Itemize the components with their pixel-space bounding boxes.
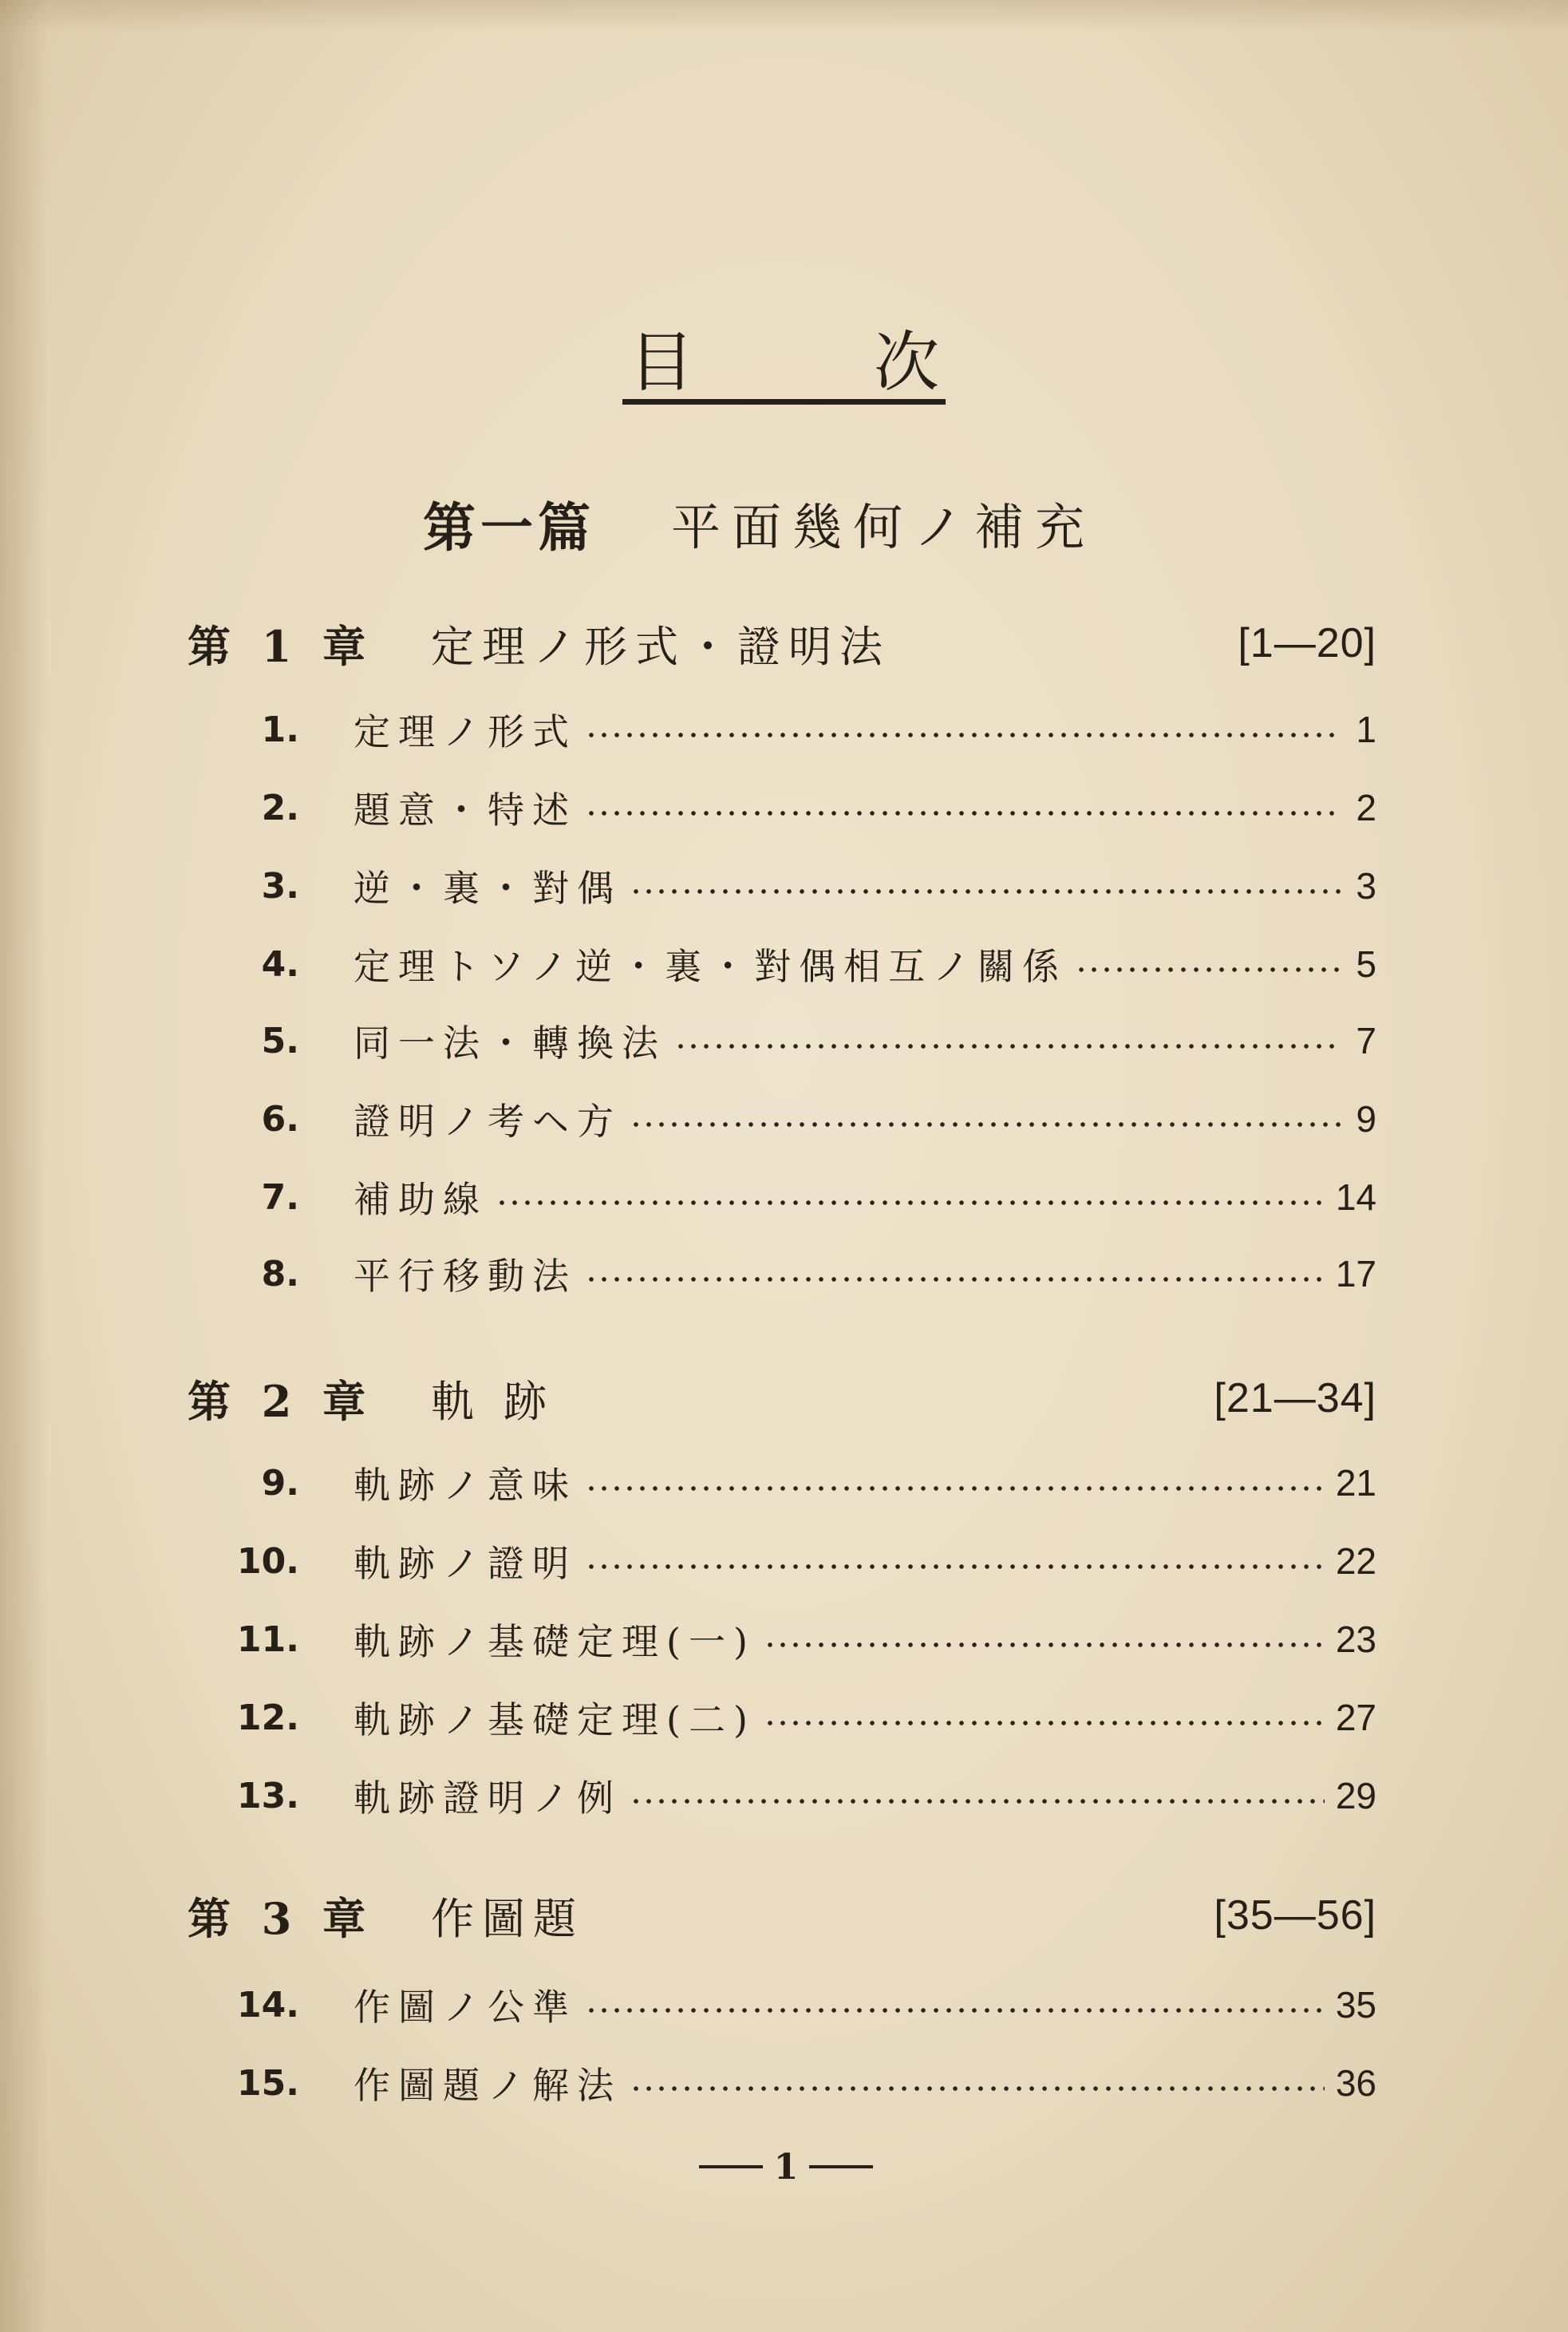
dot-leader	[585, 1484, 1325, 1492]
toc-entry	[227, 1973, 1376, 2037]
entry-title: 作圖題ノ解法	[353, 2064, 622, 2107]
entry-page: 36	[1335, 2062, 1376, 2104]
chapter-label: 第 2 章	[188, 1375, 374, 1427]
chapter-title: 軌 跡	[431, 1376, 555, 1427]
entry-number: 12.	[237, 1697, 299, 1738]
chapter-label: 第 1 章	[188, 620, 374, 672]
dot-leader	[496, 1199, 1325, 1207]
chapter-page-range: [21—34]	[1214, 1375, 1376, 1421]
page-number: 1	[773, 2146, 799, 2188]
dot-leader	[585, 731, 1341, 739]
dot-leader	[630, 1797, 1325, 1805]
entry-number: 7.	[261, 1176, 299, 1218]
entry-title: 題意・特述	[353, 789, 577, 832]
entry-title: 軌跡ノ基礎定理(一)	[353, 1620, 756, 1663]
toc-title-char-2: 次	[873, 325, 939, 401]
folio-dash-left	[699, 2165, 763, 2168]
dot-leader	[585, 809, 1341, 817]
chapter-label: 第 3 章	[188, 1892, 374, 1944]
entry-title: 平行移動法	[353, 1255, 577, 1298]
chapter-page-range: [35—56]	[1214, 1892, 1376, 1939]
entry-number: 1.	[261, 709, 299, 750]
entry-number: 15.	[237, 2062, 299, 2104]
entry-page: 27	[1335, 1697, 1376, 1738]
entry-page: 2	[1356, 787, 1376, 828]
entry-page: 9	[1356, 1098, 1376, 1140]
entry-page: 21	[1335, 1462, 1376, 1504]
dot-leader	[630, 887, 1341, 895]
entry-number: 2.	[261, 787, 299, 828]
dot-leader	[585, 2006, 1325, 2014]
entry-title: 作圖ノ公準	[353, 1986, 577, 2029]
entry-page: 35	[1335, 1984, 1376, 2026]
toc-entry	[227, 776, 1376, 840]
entry-number: 9.	[261, 1462, 299, 1504]
entry-title: 軌跡證明ノ例	[353, 1777, 622, 1820]
entry-page: 5	[1356, 943, 1376, 985]
part-label: 第一篇	[423, 496, 595, 559]
chapter-2-heading	[188, 1366, 1376, 1430]
entry-title: 逆・裏・對偶	[353, 867, 622, 910]
toc-title	[622, 315, 946, 405]
dot-leader	[674, 1042, 1341, 1050]
toc-entry	[227, 1009, 1376, 1073]
entry-number: 4.	[261, 943, 299, 985]
toc-entry	[227, 1607, 1376, 1671]
entry-title: 軌跡ノ意味	[353, 1464, 577, 1507]
entry-title: 定理ノ形式	[353, 710, 577, 753]
entry-title: 證明ノ考ヘ方	[353, 1100, 622, 1143]
chapter-1-heading	[188, 611, 1376, 675]
toc-entry	[227, 698, 1376, 761]
entry-number: 11.	[237, 1619, 299, 1660]
entry-page: 7	[1356, 1020, 1376, 1061]
entry-page: 3	[1356, 865, 1376, 907]
entry-number: 10.	[237, 1540, 299, 1582]
dot-leader	[630, 2085, 1325, 2093]
entry-page: 1	[1356, 709, 1376, 750]
toc-entry	[227, 1686, 1376, 1749]
entry-title: 同一法・轉換法	[353, 1022, 666, 1065]
toc-entry	[227, 854, 1376, 918]
part-heading	[423, 479, 1165, 567]
dot-leader	[1075, 966, 1341, 974]
toc-entry	[227, 932, 1376, 996]
entry-title: 軌跡ノ證明	[353, 1542, 577, 1585]
toc-entry	[227, 2051, 1376, 2115]
entry-number: 8.	[261, 1253, 299, 1294]
entry-number: 3.	[261, 865, 299, 907]
dot-leader	[764, 1641, 1325, 1649]
page-edge-shadow	[0, 0, 48, 2332]
entry-page: 29	[1335, 1775, 1376, 1816]
entry-number: 6.	[261, 1098, 299, 1140]
chapter-title: 作圖題	[431, 1893, 584, 1944]
folio-dash-right	[809, 2165, 873, 2168]
toc-entry	[227, 1242, 1376, 1306]
toc-entry	[227, 1087, 1376, 1151]
entry-number: 5.	[261, 1020, 299, 1061]
page-top-shadow	[0, 0, 1568, 32]
dot-leader	[585, 1563, 1325, 1571]
toc-entry	[227, 1529, 1376, 1593]
entry-number: 14.	[237, 1984, 299, 2026]
entry-page: 22	[1335, 1540, 1376, 1582]
toc-title-char-1: 目	[629, 325, 695, 401]
entry-page: 17	[1335, 1253, 1376, 1294]
entry-number: 13.	[237, 1775, 299, 1816]
entry-page: 14	[1335, 1176, 1376, 1218]
entry-title: 定理トソノ逆・裏・對偶相互ノ關係	[353, 945, 1068, 988]
dot-leader	[585, 1275, 1325, 1283]
entry-title: 補助線	[353, 1178, 488, 1221]
entry-title: 軌跡ノ基礎定理(二)	[353, 1698, 756, 1741]
part-title: 平面幾何ノ補充	[671, 497, 1096, 556]
toc-entry	[227, 1165, 1376, 1229]
chapter-title: 定理ノ形式・證明法	[431, 621, 891, 672]
page-folio	[670, 2139, 902, 2195]
chapter-3-heading	[188, 1883, 1376, 1947]
chapter-page-range: [1—20]	[1238, 620, 1376, 666]
toc-entry	[227, 1764, 1376, 1828]
dot-leader	[630, 1121, 1341, 1128]
entry-page: 23	[1335, 1619, 1376, 1660]
toc-entry	[227, 1451, 1376, 1515]
dot-leader	[764, 1719, 1325, 1727]
